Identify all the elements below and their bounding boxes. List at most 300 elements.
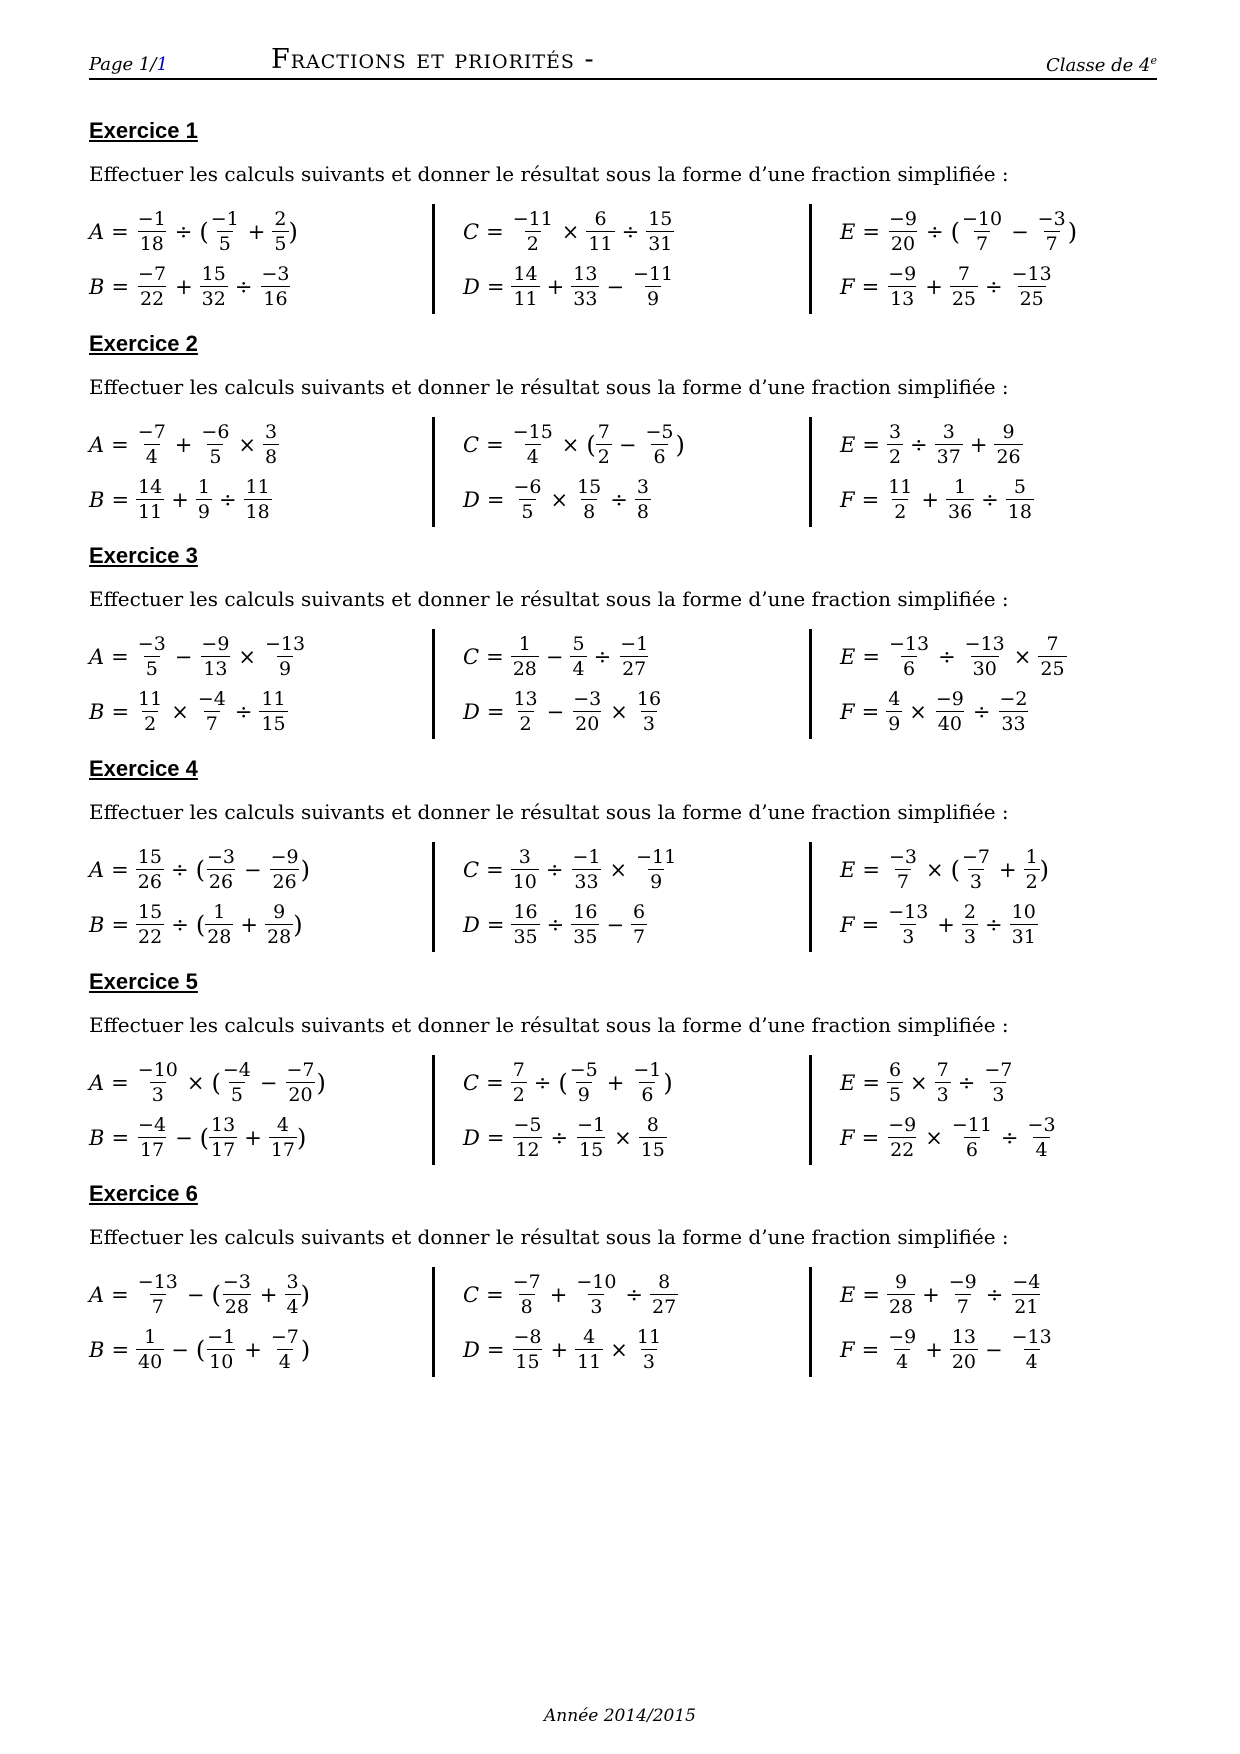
fraction	[263, 632, 307, 681]
operator: =	[111, 1282, 129, 1307]
denominator: 7	[633, 926, 646, 948]
fraction	[209, 1113, 237, 1162]
fraction	[887, 845, 919, 894]
fraction	[631, 1058, 663, 1107]
fraction	[209, 207, 241, 256]
numerator: 11	[245, 476, 270, 498]
operator: =	[111, 1070, 129, 1095]
expression	[463, 204, 675, 259]
denominator: 3	[642, 713, 656, 735]
fraction	[635, 1325, 663, 1374]
variable-name: C	[463, 432, 480, 457]
expression	[840, 259, 1077, 314]
denominator: 26	[996, 446, 1021, 468]
numerator: 14	[513, 263, 538, 285]
expression-column	[89, 417, 279, 527]
fraction	[511, 845, 539, 894]
fraction	[635, 475, 651, 524]
denominator: 7	[151, 1296, 164, 1318]
denominator: 15	[261, 713, 286, 735]
fraction	[205, 845, 237, 894]
fraction	[998, 687, 1030, 736]
parenthesis: )	[300, 1280, 310, 1309]
operator: ÷	[625, 1282, 644, 1307]
denominator: 26	[272, 871, 297, 893]
fraction	[511, 1270, 543, 1319]
fraction	[136, 475, 164, 524]
fraction	[887, 420, 903, 469]
parenthesis: (	[950, 217, 960, 246]
numerator: −10	[576, 1271, 617, 1293]
operator: −	[985, 1337, 1003, 1362]
operator: ÷	[957, 1070, 976, 1095]
numerator: −3	[261, 263, 290, 285]
fraction	[650, 1270, 678, 1319]
denominator: 3	[151, 1084, 164, 1106]
expression-column	[89, 629, 307, 739]
fraction	[631, 900, 647, 949]
expression	[89, 1322, 310, 1377]
page-total-link[interactable]: 1	[156, 54, 168, 75]
variable-name: B	[89, 487, 105, 512]
denominator: 7	[205, 713, 218, 735]
fraction	[634, 845, 678, 894]
denominator: 11	[577, 1351, 602, 1373]
exercise-section	[89, 118, 1157, 314]
operator: +	[174, 432, 193, 457]
fraction	[963, 632, 1007, 681]
parenthesis: (	[586, 430, 596, 459]
fraction	[1010, 1270, 1042, 1319]
operator: +	[244, 1125, 262, 1150]
expression	[463, 1322, 678, 1377]
denominator: 3	[936, 1084, 949, 1106]
operator: =	[486, 912, 505, 937]
fraction	[200, 262, 228, 311]
exercise-title: Exercice 2	[89, 331, 198, 356]
variable-name: A	[89, 432, 105, 457]
operator: −	[1011, 219, 1029, 244]
numerator: 7	[597, 421, 610, 443]
denominator: 20	[951, 1351, 976, 1373]
operator: =	[111, 487, 130, 512]
variable-name: C	[463, 219, 480, 244]
exercise-title: Exercice 4	[89, 756, 198, 781]
numerator: 15	[137, 846, 162, 868]
fraction	[960, 207, 1004, 256]
denominator: 20	[890, 233, 916, 255]
numerator: 13	[951, 1326, 976, 1348]
exercise-title: Exercice 1	[89, 118, 198, 143]
numerator: 9	[895, 1271, 908, 1293]
fraction	[136, 900, 164, 949]
fraction	[618, 632, 650, 681]
operator: =	[861, 699, 880, 724]
parenthesis: (	[558, 1068, 568, 1097]
exercise-section	[89, 331, 1157, 527]
fraction	[960, 845, 992, 894]
expression-grid	[89, 842, 1157, 952]
variable-name: C	[463, 644, 480, 669]
variable-name: E	[840, 857, 856, 882]
parenthesis: (	[195, 855, 205, 884]
operator: +	[247, 219, 266, 244]
denominator: 22	[138, 926, 163, 948]
expression-column	[89, 1267, 310, 1377]
operator: +	[546, 274, 565, 299]
page-number	[89, 54, 168, 75]
denominator: 2	[894, 501, 907, 523]
denominator: 2	[597, 446, 610, 468]
operator: +	[998, 857, 1017, 882]
exercise-section	[89, 756, 1157, 952]
numerator: −7	[138, 263, 167, 285]
denominator: 26	[137, 871, 162, 893]
operator: ×	[561, 432, 580, 457]
operator: ×	[171, 699, 189, 724]
variable-name: A	[89, 644, 105, 669]
fraction	[887, 1270, 915, 1319]
fraction	[575, 1113, 607, 1162]
denominator: 27	[652, 1296, 677, 1318]
numerator: −4	[1012, 1271, 1041, 1293]
parenthesis: )	[288, 217, 298, 246]
fraction	[570, 845, 602, 894]
exercise-section	[89, 543, 1157, 739]
fraction	[950, 1113, 994, 1162]
denominator: 2	[1025, 871, 1038, 893]
variable-name: B	[89, 912, 105, 937]
exercise-instruction: Effectuer les calculs suivants et donner le résultat sous la forme d’une fraction simplifiée :	[89, 1225, 1009, 1249]
fraction	[511, 420, 555, 469]
numerator: −1	[577, 1114, 606, 1136]
expression	[89, 259, 298, 314]
operator: ÷	[174, 219, 193, 244]
operator: ×	[610, 1337, 628, 1362]
denominator: 10	[209, 1351, 234, 1373]
operator: =	[111, 432, 129, 457]
fraction	[269, 1113, 297, 1162]
operator: ×	[238, 644, 257, 669]
denominator: 2	[519, 713, 532, 735]
numerator: −11	[633, 263, 674, 285]
parenthesis: )	[1039, 855, 1050, 884]
numerator: 1	[518, 633, 531, 655]
denominator: 12	[515, 1139, 540, 1161]
fraction	[221, 1058, 253, 1107]
expression	[463, 1055, 673, 1110]
expression	[840, 204, 1077, 259]
fraction	[982, 1058, 1014, 1107]
operator: +	[240, 912, 259, 937]
operator: =	[862, 432, 880, 457]
fraction	[269, 1325, 301, 1374]
fraction	[196, 687, 228, 736]
operator: +	[925, 1337, 943, 1362]
operator: =	[111, 912, 130, 937]
parenthesis: (	[195, 1335, 206, 1364]
expression-grid	[89, 1267, 1157, 1377]
operator: ÷	[985, 1282, 1004, 1307]
denominator: 11	[138, 501, 163, 523]
numerator: 4	[276, 1114, 289, 1136]
numerator: −9	[888, 1114, 917, 1136]
operator: ÷	[610, 487, 628, 512]
operator: ×	[925, 857, 944, 882]
denominator: 5	[274, 233, 287, 255]
numerator: 6	[633, 901, 646, 923]
fraction	[511, 900, 539, 949]
fraction	[244, 475, 272, 524]
operator: −	[545, 644, 564, 669]
denominator: 8	[520, 1296, 533, 1318]
operator: ×	[561, 219, 580, 244]
fraction	[887, 1058, 903, 1107]
variable-name: A	[89, 219, 105, 244]
expression-column	[432, 629, 663, 739]
operator: ÷	[938, 644, 956, 669]
fraction	[886, 262, 918, 311]
exercise-section	[89, 1181, 1157, 1377]
numerator: 16	[636, 688, 662, 710]
variable-name: B	[89, 274, 105, 299]
class-superscript: e	[1150, 54, 1157, 67]
numerator: −5	[513, 1114, 542, 1136]
expression-column	[432, 204, 675, 314]
expression	[463, 629, 663, 684]
numerator: −15	[512, 421, 553, 443]
operator: +	[175, 274, 193, 299]
expression	[840, 629, 1067, 684]
numerator: −10	[137, 1059, 178, 1081]
denominator: 33	[573, 288, 598, 310]
denominator: 6	[641, 1084, 654, 1106]
expression	[463, 897, 678, 952]
numerator: −9	[948, 1271, 977, 1293]
expression	[89, 629, 307, 684]
denominator: 28	[888, 1296, 914, 1318]
denominator: 4	[572, 658, 585, 680]
exercise-instruction: Effectuer les calculs suivants et donner le résultat sous la forme d’une fraction simplifiée :	[89, 162, 1009, 186]
denominator: 5	[230, 1084, 243, 1106]
denominator: 8	[265, 446, 278, 468]
variable-name: E	[840, 644, 856, 669]
operator: =	[111, 1337, 130, 1362]
fraction	[265, 900, 293, 949]
numerator: −11	[512, 208, 553, 230]
numerator: 3	[518, 846, 531, 868]
operator: ÷	[910, 432, 928, 457]
numerator: 3	[286, 1271, 299, 1293]
fraction	[886, 1113, 918, 1162]
numerator: 5	[572, 633, 585, 655]
numerator: 9	[1002, 421, 1015, 443]
denominator: 6	[965, 1139, 978, 1161]
variable-name: C	[463, 1070, 480, 1095]
denominator: 40	[937, 713, 962, 735]
operator: =	[486, 432, 504, 457]
denominator: 4	[896, 1351, 909, 1373]
numerator: 3	[942, 421, 955, 443]
expression	[840, 1110, 1058, 1165]
operator: −	[243, 857, 262, 882]
numerator: −1	[210, 208, 239, 230]
numerator: 9	[273, 901, 286, 923]
operator: −	[546, 699, 565, 724]
expression-column	[809, 417, 1034, 527]
operator: −	[606, 912, 625, 937]
class-label: Classe de 4	[1046, 55, 1151, 76]
numerator: 6	[594, 208, 607, 230]
expression-column	[432, 1055, 673, 1165]
denominator: 4	[278, 1351, 291, 1373]
operator: =	[861, 1337, 880, 1362]
operator: =	[486, 219, 504, 244]
parenthesis: )	[663, 1068, 673, 1097]
denominator: 8	[636, 501, 649, 523]
numerator: 15	[138, 901, 163, 923]
exercise-instruction: Effectuer les calculs suivants et donner le résultat sous la forme d’une fraction simplifiée :	[89, 587, 1009, 611]
fraction	[1024, 845, 1040, 894]
operator: ÷	[234, 274, 253, 299]
denominator: 8	[583, 501, 596, 523]
denominator: 13	[890, 288, 915, 310]
numerator: 5	[1013, 476, 1026, 498]
numerator: −1	[572, 846, 601, 868]
variable-name: C	[463, 1282, 480, 1307]
numerator: 13	[573, 263, 598, 285]
operator: ×	[609, 857, 628, 882]
fraction	[586, 207, 614, 256]
operator: ×	[1013, 644, 1032, 669]
denominator: 9	[279, 658, 292, 680]
denominator: 3	[969, 871, 982, 893]
denominator: 35	[573, 926, 598, 948]
variable-name: D	[463, 699, 480, 724]
operator: +	[922, 1282, 940, 1307]
operator: ÷	[533, 1070, 552, 1095]
numerator: −13	[137, 1271, 178, 1293]
operator: ÷	[981, 487, 999, 512]
denominator: 4	[1025, 1351, 1038, 1373]
numerator: −3	[1037, 208, 1066, 230]
denominator: 6	[653, 446, 666, 468]
fraction	[136, 632, 168, 681]
parenthesis: (	[950, 855, 960, 884]
operator: =	[111, 274, 130, 299]
denominator: 28	[267, 926, 292, 948]
variable-name: B	[89, 1125, 105, 1150]
fraction	[946, 475, 974, 524]
operator: =	[486, 1337, 505, 1362]
fraction	[511, 1113, 543, 1162]
operator: =	[111, 699, 130, 724]
denominator: 37	[936, 446, 961, 468]
operator: ÷	[218, 487, 237, 512]
expression-column	[809, 204, 1077, 314]
expression-column	[89, 842, 310, 952]
fraction	[994, 420, 1022, 469]
denominator: 2	[512, 1084, 525, 1106]
fraction	[511, 207, 555, 256]
numerator: −3	[222, 1271, 251, 1293]
numerator: 1	[954, 476, 967, 498]
expression	[840, 684, 1067, 739]
expression	[89, 842, 310, 897]
exercise-section	[89, 969, 1157, 1165]
numerator: 3	[265, 421, 278, 443]
denominator: 31	[648, 233, 673, 255]
variable-name: E	[840, 432, 856, 457]
expression	[463, 472, 685, 527]
operator: ÷	[1000, 1125, 1019, 1150]
expression	[463, 1110, 673, 1165]
operator: ×	[910, 1070, 928, 1095]
fraction	[950, 262, 978, 311]
page-label: Page 1/	[89, 54, 157, 75]
exercise-title: Exercice 3	[89, 543, 198, 568]
numerator: 7	[957, 263, 970, 285]
denominator: 15	[640, 1139, 665, 1161]
operator: ×	[186, 1070, 205, 1095]
fraction	[136, 207, 168, 256]
variable-name: D	[463, 1125, 480, 1150]
fraction	[886, 475, 914, 524]
operator: ÷	[171, 912, 189, 937]
numerator: 11	[261, 688, 286, 710]
operator: −	[606, 274, 625, 299]
variable-name: D	[463, 1337, 480, 1362]
expression	[463, 1267, 678, 1322]
variable-name: B	[89, 699, 105, 724]
operator: =	[861, 912, 880, 937]
expression-grid	[89, 1055, 1157, 1165]
operator: =	[486, 1282, 504, 1307]
variable-name: E	[840, 219, 856, 244]
numerator: 15	[201, 263, 226, 285]
numerator: −7	[961, 846, 990, 868]
denominator: 16	[263, 288, 288, 310]
page-header	[89, 44, 1157, 80]
expression	[89, 897, 310, 952]
page-footer: Année 2014/2015	[544, 1706, 696, 1726]
numerator: 2	[274, 208, 287, 230]
expression-grid	[89, 204, 1157, 314]
variable-name: A	[89, 1070, 105, 1095]
fraction	[511, 1058, 527, 1107]
denominator: 26	[208, 871, 234, 893]
expression-column	[809, 1055, 1058, 1165]
fraction	[199, 420, 231, 469]
fraction	[136, 1270, 180, 1319]
operator: =	[111, 857, 129, 882]
expression	[89, 1055, 326, 1110]
denominator: 5	[218, 233, 231, 255]
operator: −	[618, 432, 637, 457]
numerator: −11	[636, 846, 677, 868]
numerator: 1	[144, 1326, 157, 1348]
parenthesis: )	[300, 1335, 311, 1364]
numerator: −13	[964, 633, 1005, 655]
exercise-instruction: Effectuer les calculs suivants et donner le résultat sous la forme d’une fraction simplifiée :	[89, 375, 1009, 399]
numerator: −3	[888, 846, 917, 868]
operator: =	[862, 219, 880, 244]
fraction	[511, 262, 539, 311]
expression	[840, 842, 1049, 897]
numerator: −11	[951, 1114, 992, 1136]
operator: ÷	[972, 699, 991, 724]
numerator: 7	[936, 1059, 949, 1081]
